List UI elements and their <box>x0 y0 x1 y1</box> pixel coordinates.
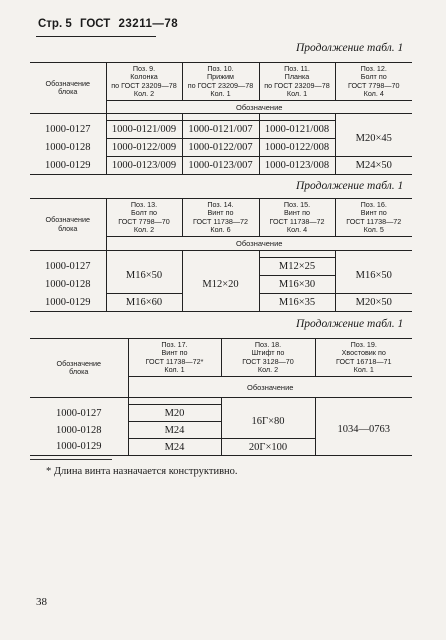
table3-col-header: Поз. 17. Винт по ГОСТ 11738—72* Кол. 1 <box>128 339 221 377</box>
table1-col-header: Поз. 10. Прижим по ГОСТ 23209—78 Кол. 1 <box>182 63 259 101</box>
table1-col-header: Поз. 12. Болт по ГОСТ 7798—70 Кол. 4 <box>335 63 412 101</box>
table-cell: M16×30 <box>259 276 335 294</box>
table1-designation-header: Обозначение блока <box>30 63 106 114</box>
table-cell: 1000-0122/007 <box>182 139 259 157</box>
table-row <box>30 121 412 139</box>
table3-continuation: Продолжение табл. 1 <box>296 318 404 330</box>
block-code: 1000-0128 <box>30 276 106 294</box>
table1-subheader: Обозначение <box>106 101 412 114</box>
table2-col-header: Поз. 16. Винт по ГОСТ 11738—72 Кол. 5 <box>335 199 412 237</box>
table-cell: 1000-0122/008 <box>259 139 335 157</box>
table-cell: M16×50 <box>335 258 412 294</box>
table1-col-header: Поз. 9. Колонка по ГОСТ 23209—78 Кол. 2 <box>106 63 182 101</box>
table-row <box>30 405 412 422</box>
table-cell: 1034—0763 <box>315 405 412 456</box>
standard-label: ГОСТ <box>79 18 111 30</box>
page-label: Стр. 5 <box>38 18 72 30</box>
table-row <box>30 157 412 175</box>
block-code: 1000-0129 <box>30 439 128 456</box>
table-cell: 16Г×80 <box>221 405 315 439</box>
header-rule <box>36 36 156 37</box>
table-cell: M20×45 <box>335 121 412 157</box>
table2-subheader: Обозначение <box>106 237 412 251</box>
block-code: 1000-0129 <box>30 157 106 175</box>
table2-continuation: Продолжение табл. 1 <box>296 180 404 192</box>
table-cell: M16×60 <box>106 294 182 312</box>
table-cell: M20×50 <box>335 294 412 312</box>
block-code: 1000-0127 <box>30 121 106 139</box>
standard-number: 23211—78 <box>118 18 179 30</box>
table2-col-header: Поз. 15. Винт по ГОСТ 11738—72 Кол. 4 <box>259 199 335 237</box>
table2-col-header: Поз. 13. Болт по ГОСТ 7798—70 Кол. 2 <box>106 199 182 237</box>
block-code: 1000-0128 <box>30 422 128 439</box>
table-cell: 1000-0122/009 <box>106 139 182 157</box>
table-cell: 1000-0123/007 <box>182 157 259 175</box>
table-cell: M16×50 <box>106 258 182 294</box>
table1 <box>30 62 412 175</box>
table-cell: M20 <box>128 405 221 422</box>
table-row <box>30 258 412 276</box>
table-cell: M12×25 <box>259 258 335 276</box>
table-cell: M24×50 <box>335 157 412 175</box>
block-code: 1000-0128 <box>30 139 106 157</box>
table1-continuation: Продолжение табл. 1 <box>296 42 404 54</box>
table-cell: 1000-0121/009 <box>106 121 182 139</box>
table-cell: 1000-0123/008 <box>259 157 335 175</box>
block-code: 1000-0127 <box>30 258 106 276</box>
table-cell: M24 <box>128 422 221 439</box>
table3-col-header: Поз. 18. Штифт по ГОСТ 3128—70 Кол. 2 <box>221 339 315 377</box>
table-cell: 1000-0121/008 <box>259 121 335 139</box>
block-code: 1000-0127 <box>30 405 128 422</box>
table-cell: M12×20 <box>182 258 259 312</box>
page-number: 38 <box>36 596 47 608</box>
table2-col-header: Поз. 14. Винт по ГОСТ 11738—72 Кол. 6 <box>182 199 259 237</box>
table3-subheader: Обозначение <box>128 377 412 398</box>
table-cell: M16×35 <box>259 294 335 312</box>
table2-designation-header: Обозначение блока <box>30 199 106 251</box>
table-cell: 20Г×100 <box>221 439 315 456</box>
block-code: 1000-0129 <box>30 294 106 312</box>
table-cell: 1000-0121/007 <box>182 121 259 139</box>
table2 <box>30 198 412 312</box>
table1-col-header: Поз. 11. Планка по ГОСТ 23209—78 Кол. 1 <box>259 63 335 101</box>
table3-designation-header: Обозначение блока <box>30 339 128 398</box>
footnote: * Длина винта назначается конструктивно. <box>46 466 238 477</box>
table-cell: M24 <box>128 439 221 456</box>
footnote-rule <box>30 459 112 460</box>
page-header <box>38 18 183 30</box>
table3-col-header: Поз. 19. Хвостовик по ГОСТ 16718—71 Кол. 1 <box>315 339 412 377</box>
table3 <box>30 338 412 456</box>
table-cell: 1000-0123/009 <box>106 157 182 175</box>
